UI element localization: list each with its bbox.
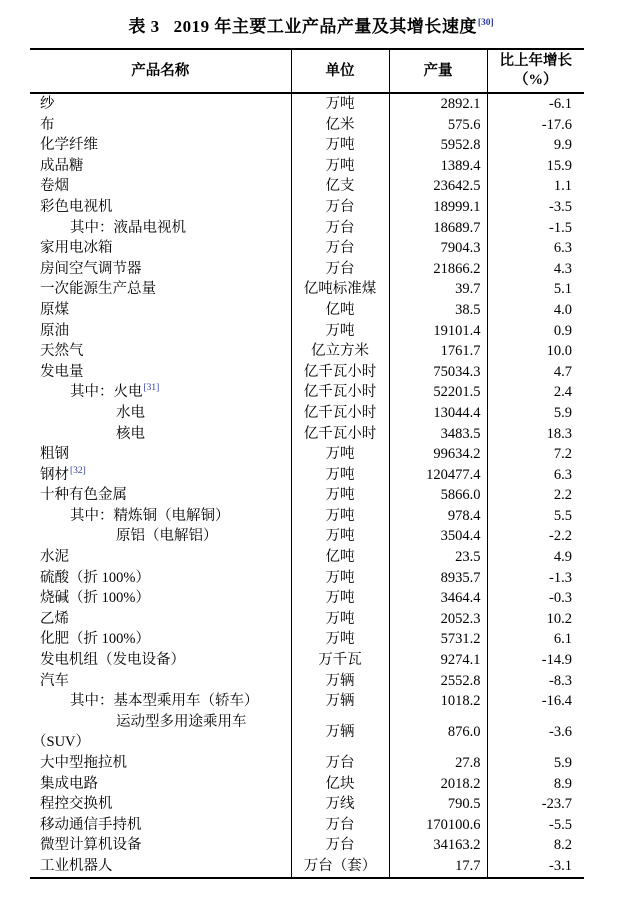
output-cell: 978.4 bbox=[389, 506, 487, 527]
growth-cell: -6.1 bbox=[487, 93, 584, 115]
table-row bbox=[30, 671, 584, 692]
output-cell: 2552.8 bbox=[389, 671, 487, 692]
product-name-cell bbox=[30, 712, 291, 753]
unit-cell: 亿吨 bbox=[291, 300, 389, 321]
unit-cell: 万台 bbox=[291, 218, 389, 239]
table-row bbox=[30, 444, 584, 465]
header-row bbox=[30, 49, 584, 93]
col-header-product: 产品名称 bbox=[30, 49, 291, 93]
product-name: 一次能源生产总量 bbox=[40, 281, 156, 298]
output-cell: 5952.8 bbox=[389, 135, 487, 156]
unit-cell: 万千瓦 bbox=[291, 650, 389, 671]
table-row bbox=[30, 506, 584, 527]
product-name-cell bbox=[30, 506, 291, 527]
product-name: 布 bbox=[40, 116, 55, 133]
product-name: 彩色电视机 bbox=[40, 198, 113, 215]
table-row bbox=[30, 568, 584, 589]
product-name-cell bbox=[30, 465, 291, 486]
growth-cell: 4.0 bbox=[487, 300, 584, 321]
unit-cell: 万台 bbox=[291, 197, 389, 218]
product-name-cell bbox=[30, 341, 291, 362]
unit-cell: 万辆 bbox=[291, 671, 389, 692]
col-header-growth-line1: 比上年增长 bbox=[499, 53, 572, 69]
product-name-cell bbox=[30, 403, 291, 424]
table-row bbox=[30, 815, 584, 836]
table-row bbox=[30, 218, 584, 239]
growth-cell: -2.2 bbox=[487, 526, 584, 547]
table-row bbox=[30, 753, 584, 774]
output-cell: 7904.3 bbox=[389, 238, 487, 259]
unit-cell: 万吨 bbox=[291, 156, 389, 177]
product-name: 硫酸（折 100%） bbox=[40, 569, 150, 586]
output-cell: 23.5 bbox=[389, 547, 487, 568]
growth-cell: 5.1 bbox=[487, 279, 584, 300]
growth-cell: -17.6 bbox=[487, 115, 584, 136]
product-name: 水泥 bbox=[40, 549, 69, 566]
growth-cell: 6.3 bbox=[487, 238, 584, 259]
product-name: 化学纤维 bbox=[40, 137, 98, 154]
output-cell: 52201.5 bbox=[389, 382, 487, 403]
growth-cell: 5.9 bbox=[487, 403, 584, 424]
unit-cell: 万吨 bbox=[291, 465, 389, 486]
unit-cell: 万吨 bbox=[291, 321, 389, 342]
product-name-cell bbox=[30, 444, 291, 465]
table-row bbox=[30, 115, 584, 136]
growth-cell: 6.1 bbox=[487, 629, 584, 650]
unit-cell: 万吨 bbox=[291, 93, 389, 115]
growth-cell: -8.3 bbox=[487, 671, 584, 692]
table-title-text: 2019 年主要工业产品产量及其增长速度 bbox=[173, 17, 477, 36]
growth-cell: 7.2 bbox=[487, 444, 584, 465]
table-row bbox=[30, 197, 584, 218]
product-name-cell bbox=[30, 629, 291, 650]
unit-cell: 万吨 bbox=[291, 609, 389, 630]
unit-cell: 万台（套） bbox=[291, 856, 389, 878]
unit-cell: 亿千瓦小时 bbox=[291, 362, 389, 383]
output-cell: 39.7 bbox=[389, 279, 487, 300]
product-name: 纱 bbox=[40, 96, 55, 112]
growth-cell: 10.2 bbox=[487, 609, 584, 630]
table-row bbox=[30, 341, 584, 362]
output-cell: 2052.3 bbox=[389, 609, 487, 630]
output-cell: 8935.7 bbox=[389, 568, 487, 589]
output-cell: 2892.1 bbox=[389, 93, 487, 115]
col-header-output: 产量 bbox=[389, 49, 487, 93]
unit-cell: 万吨 bbox=[291, 506, 389, 527]
table-row bbox=[30, 485, 584, 506]
growth-cell: 18.3 bbox=[487, 424, 584, 445]
product-name-cell bbox=[30, 753, 291, 774]
unit-cell: 万台 bbox=[291, 238, 389, 259]
output-cell: 75034.3 bbox=[389, 362, 487, 383]
table-row bbox=[30, 259, 584, 280]
table-row bbox=[30, 650, 584, 671]
output-cell: 1761.7 bbox=[389, 341, 487, 362]
product-name: 化肥（折 100%） bbox=[40, 631, 150, 648]
table-row bbox=[30, 176, 584, 197]
growth-cell: -14.9 bbox=[487, 650, 584, 671]
table-row bbox=[30, 547, 584, 568]
table-row bbox=[30, 526, 584, 547]
product-name-cell bbox=[30, 609, 291, 630]
product-name: 发电量 bbox=[40, 363, 84, 380]
product-name: 十种有色金属 bbox=[40, 487, 127, 504]
table-row bbox=[30, 135, 584, 156]
industrial-products-table bbox=[30, 48, 584, 879]
product-name-cell bbox=[30, 135, 291, 156]
product-name-cell bbox=[30, 259, 291, 280]
growth-cell: -3.5 bbox=[487, 197, 584, 218]
unit-cell: 亿吨标准煤 bbox=[291, 279, 389, 300]
growth-cell: -3.6 bbox=[487, 712, 584, 753]
product-name-cell bbox=[30, 815, 291, 836]
growth-cell: 9.9 bbox=[487, 135, 584, 156]
unit-cell: 万吨 bbox=[291, 629, 389, 650]
output-cell: 23642.5 bbox=[389, 176, 487, 197]
product-name-cell bbox=[30, 568, 291, 589]
growth-cell: 8.2 bbox=[487, 835, 584, 856]
product-name-cell bbox=[30, 300, 291, 321]
page-title bbox=[0, 0, 622, 37]
unit-cell: 亿吨 bbox=[291, 547, 389, 568]
unit-cell: 万台 bbox=[291, 835, 389, 856]
growth-cell: -3.1 bbox=[487, 856, 584, 878]
unit-cell: 万吨 bbox=[291, 485, 389, 506]
product-name-cell bbox=[30, 526, 291, 547]
product-name-cell bbox=[30, 588, 291, 609]
product-name: 微型计算机设备 bbox=[40, 837, 142, 854]
output-cell: 170100.6 bbox=[389, 815, 487, 836]
growth-cell: 8.9 bbox=[487, 774, 584, 795]
product-name-cell bbox=[30, 485, 291, 506]
output-cell: 575.6 bbox=[389, 115, 487, 136]
product-name: 卷烟 bbox=[40, 178, 69, 195]
table-row bbox=[30, 691, 584, 712]
unit-cell: 亿块 bbox=[291, 774, 389, 795]
growth-cell: -16.4 bbox=[487, 691, 584, 712]
product-name-cell bbox=[30, 93, 291, 115]
unit-cell: 万台 bbox=[291, 259, 389, 280]
table-row bbox=[30, 300, 584, 321]
product-name-cell bbox=[30, 218, 291, 239]
product-name-cell bbox=[30, 197, 291, 218]
growth-cell: -1.5 bbox=[487, 218, 584, 239]
product-name: 发电机组（发电设备） bbox=[40, 652, 185, 669]
growth-cell: 6.3 bbox=[487, 465, 584, 486]
product-name: 汽车 bbox=[40, 672, 69, 689]
output-cell: 18689.7 bbox=[389, 218, 487, 239]
output-cell: 21866.2 bbox=[389, 259, 487, 280]
output-cell: 3504.4 bbox=[389, 526, 487, 547]
product-name: 大中型拖拉机 bbox=[40, 755, 127, 771]
product-name: 天然气 bbox=[40, 343, 84, 360]
product-name: 家用电冰箱 bbox=[40, 240, 113, 257]
output-cell: 790.5 bbox=[389, 794, 487, 815]
product-name-cell bbox=[30, 362, 291, 383]
table-row bbox=[30, 609, 584, 630]
product-name-cell bbox=[30, 176, 291, 197]
product-name: 其中：基本型乘用车（轿车） bbox=[70, 693, 259, 710]
col-header-unit: 单位 bbox=[291, 49, 389, 93]
output-cell: 27.8 bbox=[389, 753, 487, 774]
product-name-cell bbox=[30, 794, 291, 815]
product-name: 运动型多用途乘用车 bbox=[116, 713, 247, 730]
growth-cell: 2.2 bbox=[487, 485, 584, 506]
product-name: 原煤 bbox=[40, 301, 69, 318]
product-name-cell bbox=[30, 238, 291, 259]
output-cell: 5731.2 bbox=[389, 629, 487, 650]
col-header-growth-line2: （%） bbox=[514, 72, 558, 88]
product-name-line2: （SUV） bbox=[32, 734, 91, 751]
unit-cell: 亿米 bbox=[291, 115, 389, 136]
growth-cell: -0.3 bbox=[487, 588, 584, 609]
output-cell: 19101.4 bbox=[389, 321, 487, 342]
table-row bbox=[30, 238, 584, 259]
table-row bbox=[30, 382, 584, 403]
product-name-cell bbox=[30, 156, 291, 177]
output-cell: 99634.2 bbox=[389, 444, 487, 465]
table-row bbox=[30, 279, 584, 300]
table-row bbox=[30, 424, 584, 445]
output-cell: 5866.0 bbox=[389, 485, 487, 506]
product-name-cell bbox=[30, 774, 291, 795]
product-name: 烧碱（折 100%） bbox=[40, 590, 150, 607]
growth-cell: 4.3 bbox=[487, 259, 584, 280]
product-name-cell bbox=[30, 382, 291, 403]
product-name: 粗钢 bbox=[40, 446, 69, 463]
growth-cell: 0.9 bbox=[487, 321, 584, 342]
product-name: 其中：火电 bbox=[70, 384, 143, 401]
output-cell: 38.5 bbox=[389, 300, 487, 321]
unit-cell: 万线 bbox=[291, 794, 389, 815]
table-row bbox=[30, 856, 584, 878]
product-name: 钢材 bbox=[40, 466, 69, 483]
product-name-cell bbox=[30, 691, 291, 712]
unit-cell: 万辆 bbox=[291, 691, 389, 712]
table-row bbox=[30, 362, 584, 383]
product-name: 乙烯 bbox=[40, 610, 69, 627]
table-row bbox=[30, 712, 584, 753]
output-cell: 18999.1 bbox=[389, 197, 487, 218]
unit-cell: 亿支 bbox=[291, 176, 389, 197]
product-name: 成品糖 bbox=[40, 157, 84, 174]
growth-cell: 1.1 bbox=[487, 176, 584, 197]
product-name: 其中：精炼铜（电解铜） bbox=[70, 507, 230, 524]
growth-cell: 10.0 bbox=[487, 341, 584, 362]
output-cell: 3464.4 bbox=[389, 588, 487, 609]
output-cell: 2018.2 bbox=[389, 774, 487, 795]
table-row bbox=[30, 93, 584, 115]
growth-cell: -1.3 bbox=[487, 568, 584, 589]
growth-cell: 4.9 bbox=[487, 547, 584, 568]
product-name-cell bbox=[30, 115, 291, 136]
product-name: 原铝（电解铝） bbox=[116, 528, 218, 545]
product-name: 集成电路 bbox=[40, 775, 98, 792]
product-name-cell bbox=[30, 279, 291, 300]
growth-cell: 5.9 bbox=[487, 753, 584, 774]
product-name: 原油 bbox=[40, 322, 69, 339]
output-cell: 3483.5 bbox=[389, 424, 487, 445]
product-name-cell bbox=[30, 835, 291, 856]
footnote-ref-30[interactable]: [30] bbox=[477, 18, 494, 29]
output-cell: 1018.2 bbox=[389, 691, 487, 712]
unit-cell: 万吨 bbox=[291, 135, 389, 156]
footnote-ref[interactable]: [32] bbox=[70, 465, 86, 476]
table-row bbox=[30, 588, 584, 609]
product-name: 房间空气调节器 bbox=[40, 260, 142, 277]
unit-cell: 亿立方米 bbox=[291, 341, 389, 362]
table-row bbox=[30, 794, 584, 815]
unit-cell: 万辆 bbox=[291, 712, 389, 753]
product-name-cell bbox=[30, 321, 291, 342]
growth-cell: 5.5 bbox=[487, 506, 584, 527]
product-name: 工业机器人 bbox=[40, 857, 113, 874]
product-name: 程控交换机 bbox=[40, 796, 113, 813]
growth-cell: -5.5 bbox=[487, 815, 584, 836]
col-header-growth bbox=[487, 49, 584, 93]
table-row bbox=[30, 835, 584, 856]
unit-cell: 万吨 bbox=[291, 526, 389, 547]
unit-cell: 万吨 bbox=[291, 444, 389, 465]
table-row bbox=[30, 321, 584, 342]
output-cell: 1389.4 bbox=[389, 156, 487, 177]
product-name-cell bbox=[30, 424, 291, 445]
unit-cell: 万台 bbox=[291, 753, 389, 774]
output-cell: 13044.4 bbox=[389, 403, 487, 424]
growth-cell: 2.4 bbox=[487, 382, 584, 403]
unit-cell: 万台 bbox=[291, 815, 389, 836]
table-row bbox=[30, 629, 584, 650]
product-name: 移动通信手持机 bbox=[40, 816, 142, 833]
footnote-ref[interactable]: [31] bbox=[143, 383, 160, 394]
unit-cell: 亿千瓦小时 bbox=[291, 424, 389, 445]
table-number: 表 3 bbox=[128, 17, 160, 36]
unit-cell: 万吨 bbox=[291, 568, 389, 589]
output-cell: 9274.1 bbox=[389, 650, 487, 671]
product-name: 水电 bbox=[116, 404, 145, 421]
growth-cell: 4.7 bbox=[487, 362, 584, 383]
product-name: 其中：液晶电视机 bbox=[70, 219, 186, 236]
product-name-cell bbox=[30, 671, 291, 692]
table-row bbox=[30, 156, 584, 177]
output-cell: 34163.2 bbox=[389, 835, 487, 856]
product-name-cell bbox=[30, 856, 291, 878]
growth-cell: -23.7 bbox=[487, 794, 584, 815]
table-row bbox=[30, 465, 584, 486]
unit-cell: 亿千瓦小时 bbox=[291, 403, 389, 424]
product-name-cell bbox=[30, 650, 291, 671]
unit-cell: 万吨 bbox=[291, 588, 389, 609]
table-row bbox=[30, 774, 584, 795]
product-name-cell bbox=[30, 547, 291, 568]
output-cell: 17.7 bbox=[389, 856, 487, 878]
output-cell: 876.0 bbox=[389, 712, 487, 753]
product-name: 核电 bbox=[116, 425, 145, 442]
unit-cell: 亿千瓦小时 bbox=[291, 382, 389, 403]
table-row bbox=[30, 403, 584, 424]
growth-cell: 15.9 bbox=[487, 156, 584, 177]
output-cell: 120477.4 bbox=[389, 465, 487, 486]
